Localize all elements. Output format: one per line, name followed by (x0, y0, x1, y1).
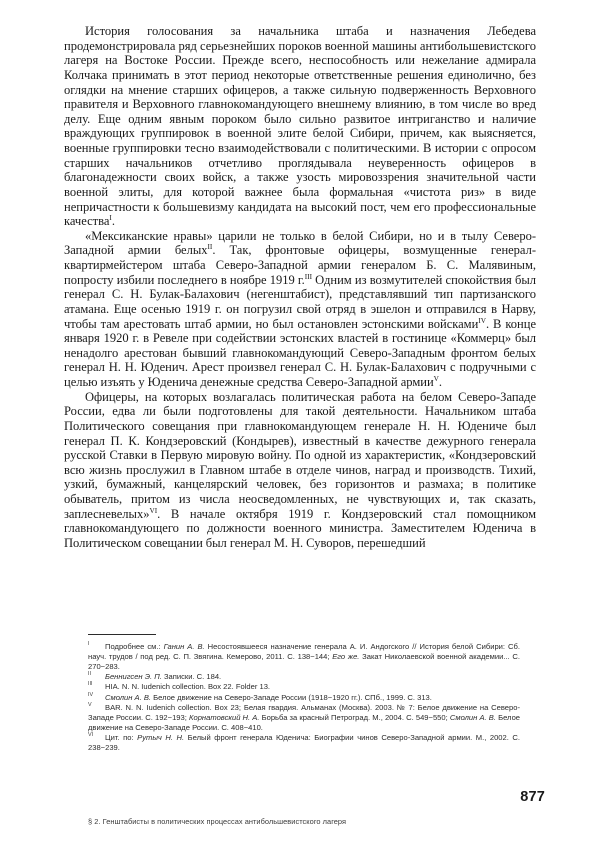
footnote-item (88, 672, 520, 682)
footnote-reference-iv[interactable]: IV (478, 315, 486, 325)
footnote-marker: V (88, 701, 92, 708)
footnote-marker: VI (88, 731, 94, 738)
footnote-text: Смолин А. В. Белое движение на Северо-Западе России (1918−1920 гг.). СПб., 1999. С. 313. (105, 692, 432, 702)
paragraph-3: Офицеры, на которых возлагалась политическая работа на белом Северо-Западе России, едва ли были подготовлены для такой деятельности. Начальником штаба Политического совещания при главнокомандующем генерале Н. Н. Юдениче был генерал П. К. Кондзеровский (Кондырев), известный в качестве дежурного генерала русской Ставки в Первую мировую войну. По одной из характеристик, «Кондзеровский всю жизнь прослужил в Главном штабе в отделе чинов, наград и производств. Тихий, узкий, бумажный, канцелярский человек, без горизонтов и размаха; в политике обыватель, притом из числа неосведомленных, не чувствующих и, так сказать, заплесневелых»$^{VI}$. В начале октября 1919 г. Кондзеровский стал помощником главнокомандующего по должности военного министра. Заместителем Юденича в Политическом совещании был генерал М. Н. Суворов, перешедший (64, 389, 536, 550)
page-number: 877 (520, 789, 545, 805)
footnote-item (88, 682, 520, 692)
footnote-marker: I (88, 640, 90, 647)
body-text-block (64, 24, 536, 551)
footnotes-block (88, 634, 520, 753)
footnote-reference-iii[interactable]: III (304, 271, 312, 281)
footnote-marker: II (88, 670, 91, 677)
footnote-author-name: Беннигсен Э. П. (105, 672, 162, 682)
footnote-item (88, 703, 520, 733)
footnote-author-name: Рутыч Н. Н. (137, 733, 185, 743)
footnote-reference-v[interactable]: V (433, 373, 439, 383)
footnote-reference-ii[interactable]: II (207, 242, 213, 252)
footnote-marker: IV (88, 691, 94, 698)
footnote-text: Беннигсен Э. П. Записки. С. 184. (105, 672, 222, 682)
footnote-author-name: Его же. (332, 651, 360, 661)
running-head: § 2. Генштабисты в политических процессах антибольшевистского лагеря (88, 817, 347, 826)
footnote-author-name: Смолин А. В. (449, 712, 496, 722)
footnote-text: Цит. по: Рутыч Н. Н. Белый фронт генерала Юденича: Биографии чинов Северо-Западной армии. М., 2002. С. 238−239. (88, 733, 520, 752)
footnote-list (88, 642, 520, 753)
footnote-author-name: Корнатовский Н. А. (189, 712, 260, 722)
footnote-separator-rule (88, 634, 156, 635)
footnote-item (88, 642, 520, 672)
footnote-text: Подробнее см.: Ганин А. В. Несостоявшееся назначение генерала А. И. Андогского // История белой Сибири: Сб. науч. трудов / под ред. С. П. Звягина. Кемерово, 2011. С. 138−144; Его же. Закат Николаевской военной академии... С. 270−283. (88, 642, 520, 671)
paragraph-1: История голосования за начальника штаба и назначения Лебедева продемонстрировала ряд серьезнейших пороков военной машины антибольшевистского лагеря на Востоке России. Прежде всего, неспособность или нежелание адмирала Колчака принимать в этот период некоторые ответственные решения единолично, без оглядки на мнение старших офицеров, а также сильную подверженность Верховного правителя и Верховного главнокомандующего внешнему влиянию, в том числе во вред делу. Еще одним явным пороком было сильно развитое интриганство и наличие враждующих группировок в военной элите белой Сибири, причем, как выясняется, военные группировки тесно взаимодействовали с политическими. В истории с опросом старших начальников отчетливо проглядывала неуверенность офицеров в благонадежности своих войск, а также узость мировоззрения значительной части военной элиты, для которой важнее была формальная «чистота риз» в виде непричастности к большевизму кандидата на высокий пост, чем его профессиональные качества$^I$. (64, 24, 536, 229)
footnote-author-name: Ганин А. В. (163, 642, 205, 651)
footnote-marker: III (88, 681, 93, 688)
footnote-reference-vi[interactable]: VI (149, 505, 158, 515)
footnote-text: BAR. N. N. Iudenich collection. Box 23; Белая гвардия. Альманах (Москва). 2003. № 7: Белое движение на Северо-Западе России. С. 192−193; Корнатовский Н. А. Борьба за красный Петроград. М., 2004. С. 549−550; Смолин А. В. Белое движение на Северо-Западе России. С. 408−410. (88, 703, 521, 732)
paragraph-2: «Мексиканские нравы» царили не только в белой Сибири, но и в тылу Северо-Западной армии белых$^{II}$. Так, фронтовые офицеры, возмущенные генерал-квартирмейстером штаба Северо-Западной армии генералом Б. С. Малявиным, попросту избили последнего в ноябре 1919 г.$^{III}$ Одним из возмутителей спокойствия был генерал С. Н. Булак-Балахович (негенштабист), представлявший тип партизанского атамана. Еще осенью 1919 г. он погрузил свой отряд в эшелон и отправился в Нарву, чтобы там арестовать штаб армии, но был остановлен эстонскими войсками$^{IV}$. В конце января 1920 г. в Ревеле при содействии эстонских властей в гостинице «Коммерц» был ненадолго арестован бывший главнокомандующий Северо-Западным фронтом белых генерал Н. Н. Юденич. Арест произвел генерал С. Н. Булак-Балахович с подручными с целью изъять у Юденича денежные средства Северо-Западной армии$^V$. (64, 228, 536, 389)
footnote-text: HIA. N. N. Iudenich collection. Box 22. Folder 13. (105, 682, 271, 692)
footnote-item (88, 733, 520, 753)
footnote-author-name: Смолин А. В. (105, 692, 151, 702)
footnote-item (88, 693, 520, 703)
footnote-reference-i[interactable]: I (109, 212, 112, 222)
